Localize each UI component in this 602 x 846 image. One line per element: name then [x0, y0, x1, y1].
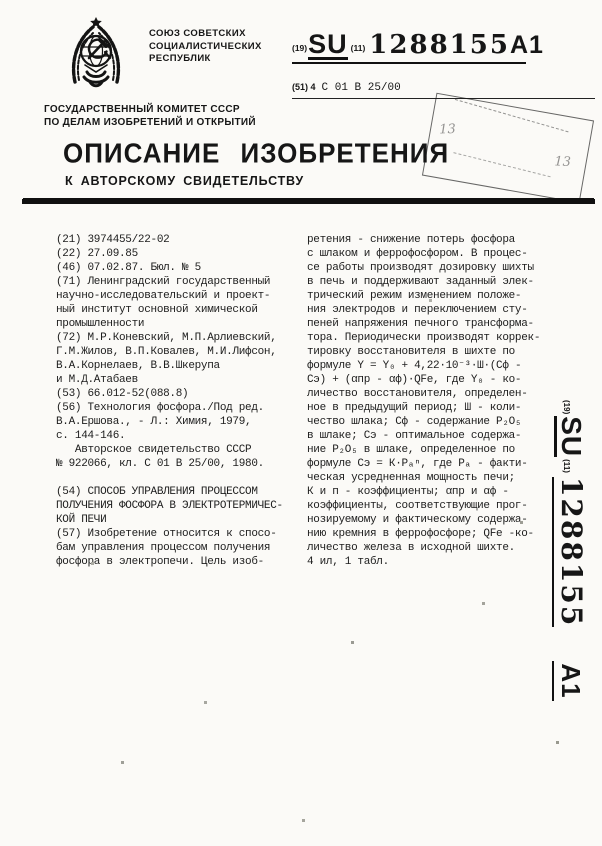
document-title: ОПИСАНИЕ ИЗОБРЕТЕНИЯ: [63, 137, 450, 169]
country-name: СОЮЗ СОВЕТСКИХ СОЦИАЛИСТИЧЕСКИХ РЕСПУБЛИК: [149, 28, 262, 64]
publication-id-row: [292, 29, 544, 64]
country-code-label: (19): [292, 43, 308, 53]
country-code: SU: [308, 29, 348, 59]
kind-code: A1: [552, 661, 586, 700]
ipc-label: (51) 4: [292, 82, 316, 92]
kind-code: A1: [509, 31, 544, 59]
document-subtitle: К АВТОРСКОМУ СВИДЕТЕЛЬСТВУ: [65, 174, 304, 188]
bibliographic-column: (21) 3974455/22-02 (22) 27.09.85 (46) 07.02.87. Бюл. № 5 (71) Ленинградский государственный научно-исследовательский и проект- ный институт основной химической промышленности (72) М.Р.Коневский, М.П.Арлиевский, Г.М.Жилов, В.П.Ковалев, М.И.Лифсон, В.А.Корнелаев, В.В.Шкерупа и М.Д.Атабаев (53) 66.012-52(088.8) (56) Технология фосфора./Под ред. В.А.Ершова., - Л.: Химия, 1979, с. 144-146. Авторское свидетельство СССР № 922066, кл. C 01 B 25/00, 1980. (54) СПОСОБ УПРАВЛЕНИЯ ПРОЦЕССОМ ПОЛУЧЕНИЯ ФОСФОРА В ЭЛЕКТРОТЕРМИЧЕС- КОЙ ПЕЧИ (57) Изобретение относится к спосо- бам управления процессом получения фосфора в электропечи. Цель изоб-: [56, 234, 283, 568]
stamp-handwriting: 13: [554, 154, 572, 171]
stamp-handwriting: 13: [438, 121, 457, 138]
document-body: [56, 233, 550, 569]
ipc-code: C 01 B 25/00: [321, 82, 401, 94]
doc-number-label: (11): [350, 43, 366, 53]
doc-number: 1288155: [552, 477, 588, 627]
header-rule: [22, 199, 595, 204]
stamp-line: [455, 99, 569, 132]
doc-number: 1288155: [369, 30, 510, 60]
vertical-doc-id: [546, 400, 588, 699]
country-code-label: (19): [562, 400, 571, 415]
committee-name: ГОСУДАРСТВЕННЫЙ КОМИТЕТ СССР ПО ДЕЛАМ ИЗОБРЕТЕНИЙ И ОТКРЫТИЙ: [44, 104, 256, 128]
ussr-coat-of-arms-icon: [67, 14, 125, 94]
abstract-column: ретения - снижение потерь фосфора с шлаком и феррофосфором. В процес- се работы производят дозировку шихты в печь и поддерживают заданный элек- трический режим изменением положе- ния электродов и переключением сту- пеней напряжения печного трансформа- тора. Периодически производят коррек- тировку восстановителя в шихте по формуле Y = Y₀ + 4,22·10⁻³·Ш·(Сф - Сэ) + (αпр - αф)·QFe, где Y₀ - ко- личество восстановителя, определен- ное в предыдущий период; Ш - коли- чество шлака; Сф - содержание P₂O₅ в шлаке; Сэ - оптимальное содержа- ние P₂O₅ в шлаке, определенное по формуле Сэ = К·Рₐⁿ, где Рₐ - факти- ческая усредненная мощность печи; К и п - коэффициенты; αпр и αф - коэффициенты, соответствующие прог- нозируемому и фактическому содержа- нию кремния в феррофосфоре; QFe -ко- личество железа в исходной шихте. 4 ил, 1 табл.: [307, 234, 541, 568]
scan-noise: [0, 0, 1, 1]
stamp-line: [453, 152, 550, 177]
country-code: SU: [556, 416, 587, 458]
doc-number-label: (11): [562, 459, 571, 473]
